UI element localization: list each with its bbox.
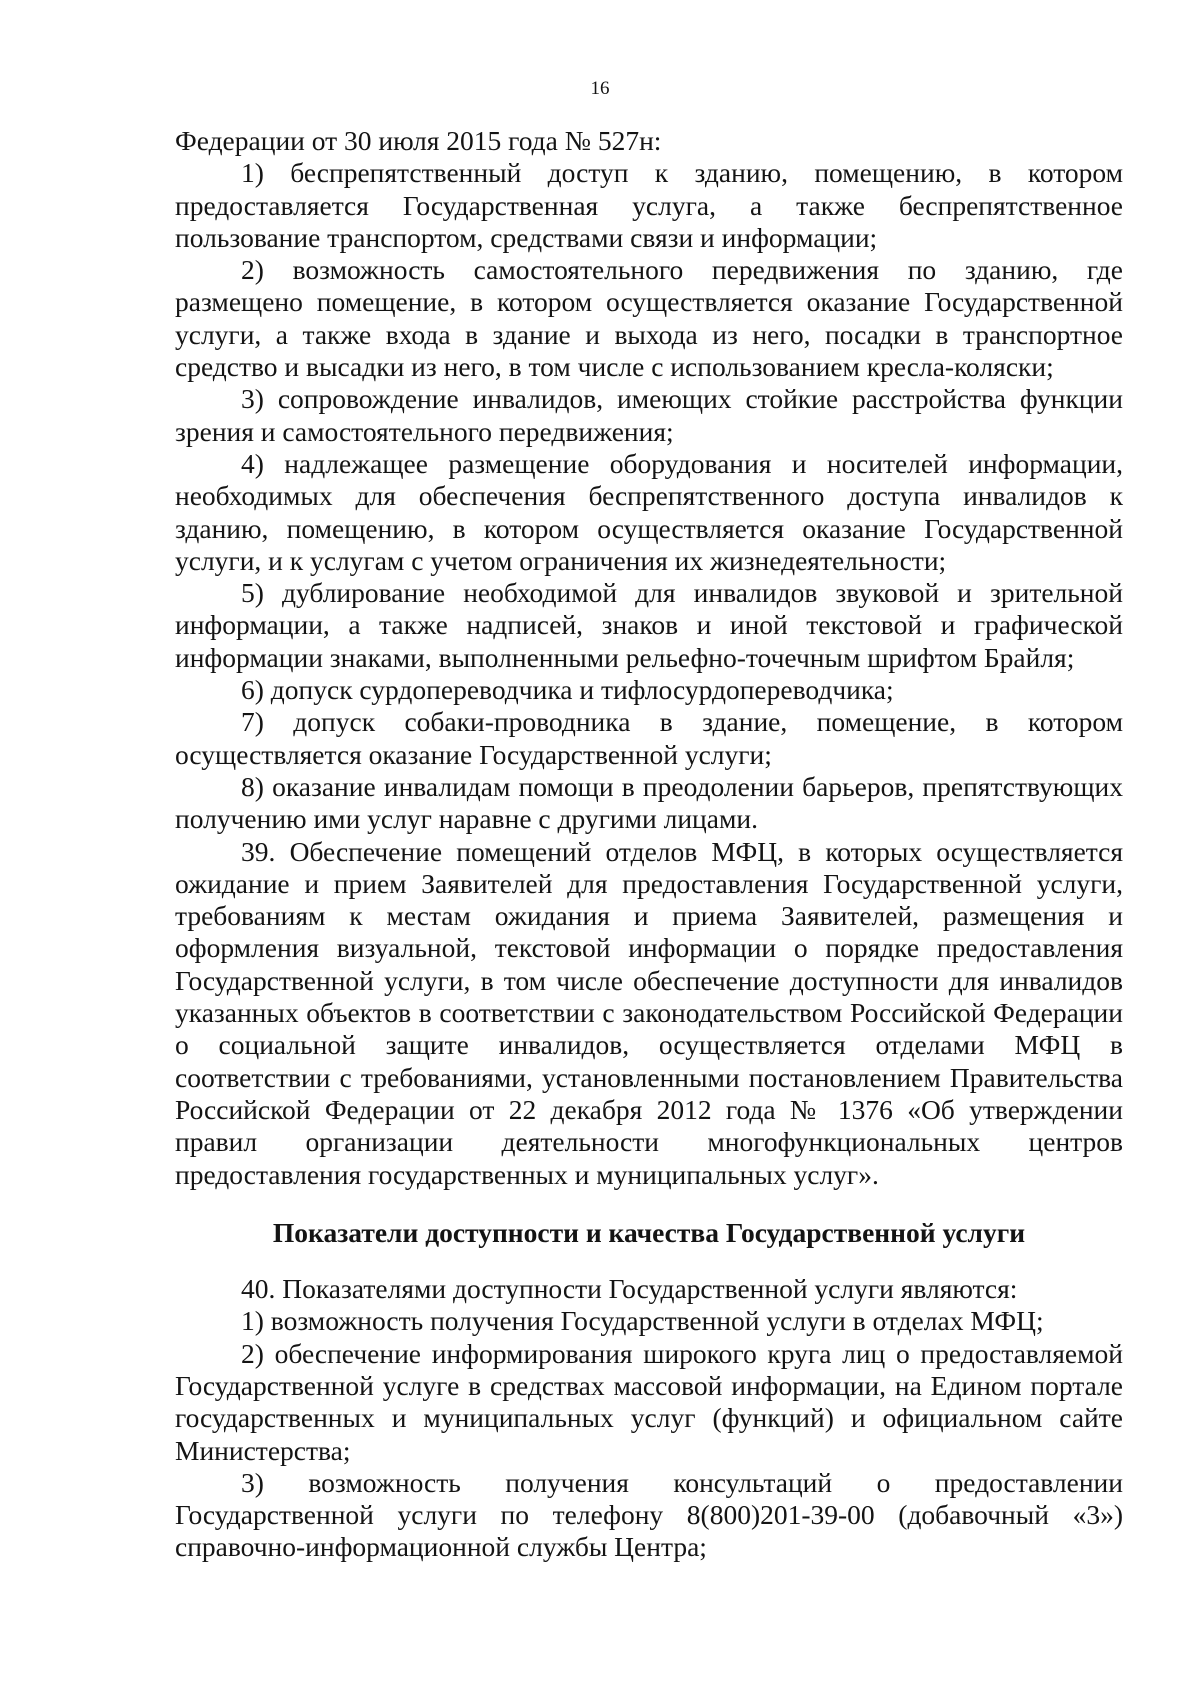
indicator-item-2: 2) обеспечение информирования широкого круга лиц о предоставляемой Государственной услуге в средствах массовой информации, на Едином портале государственных и муниципальных услуг (функций) и официальном сайте Министерства; <box>175 1337 1123 1466</box>
page-number: 16 <box>590 78 610 99</box>
list-item-6: 6) допуск сурдопереводчика и тифлосурдопереводчика; <box>241 674 894 706</box>
section-heading: Показатели доступности и качества Государственной услуги <box>272 1216 1026 1248</box>
list-item-4: 4) надлежащее размещение оборудования и носителей информации, необходимых для обеспечения беспрепятственного доступа инвалидов к зданию, помещению, в котором осуществляется оказание Государственной услуги, и к услугам с учетом ограничения их жизнедеятельности; <box>175 447 1123 576</box>
list-item-7: 7) допуск собаки-проводника в здание, помещение, в котором осуществляется оказание Государственной услуги; <box>175 706 1123 770</box>
indicator-item-1: 1) возможность получения Государственной услуги в отделах МФЦ; <box>241 1305 1044 1337</box>
list-item-8: 8) оказание инвалидам помощи в преодолении барьеров, препятствующих получению ими услуг наравне с другими лицами. <box>175 770 1123 835</box>
list-item-2: 2) возможность самостоятельного передвижения по зданию, где размещено помещение, в котором осуществляется оказание Государственной услуги, а также входа в здание и выхода из него, посадки в транспортное средство и высадки из него, в том числе с использованием кресла-коляски; <box>175 254 1123 383</box>
list-item-1: 1) беспрепятственный доступ к зданию, помещению, в котором предоставляется Государственная услуга, а также беспрепятственное пользование транспортом, средствами связи и информации; <box>175 157 1123 253</box>
list-item-5: 5) дублирование необходимой для инвалидов звуковой и зрительной информации, а также надписей, знаков и иной текстовой и графической информации знаками, выполненными рельефно-точечным шрифтом Брайля; <box>175 577 1123 673</box>
indicator-item-3: 3) возможность получения консультаций о предоставлении Государственной услуги по телефону 8(800)201-39-00 (добавочный «3») справочно-информационной службы Центра; <box>175 1466 1123 1563</box>
paragraph-39: 39. Обеспечение помещений отделов МФЦ, в которых осуществляется ожидание и прием Заявителей для предоставления Государственной услуги, требованиям к местам ожидания и приема Заявителей, размещения и оформления визуальной, текстовой информации о порядке предоставления Государственной услуги, в том числе обеспечение доступности для инвалидов указанных объектов в соответствии с законодательством Российской Федерации о социальной защите инвалидов, осуществляется отделами МФЦ в соответствии с требованиями, установленными постановлением Правительства Российской Федерации от 22 декабря 2012 года № 1376 «Об утверждении правил организации деятельности многофункциональных центров предоставления государственных и муниципальных услуг». <box>175 835 1123 1190</box>
paragraph-40: 40. Показателями доступности Государственной услуги являются: <box>241 1273 1018 1305</box>
paragraph-continuation: Федерации от 30 июля 2015 года № 527н: <box>175 125 662 156</box>
document-body <box>175 125 1123 1564</box>
list-item-3: 3) сопровождение инвалидов, имеющих стойкие расстройства функции зрения и самостоятельного передвижения; <box>175 383 1123 447</box>
